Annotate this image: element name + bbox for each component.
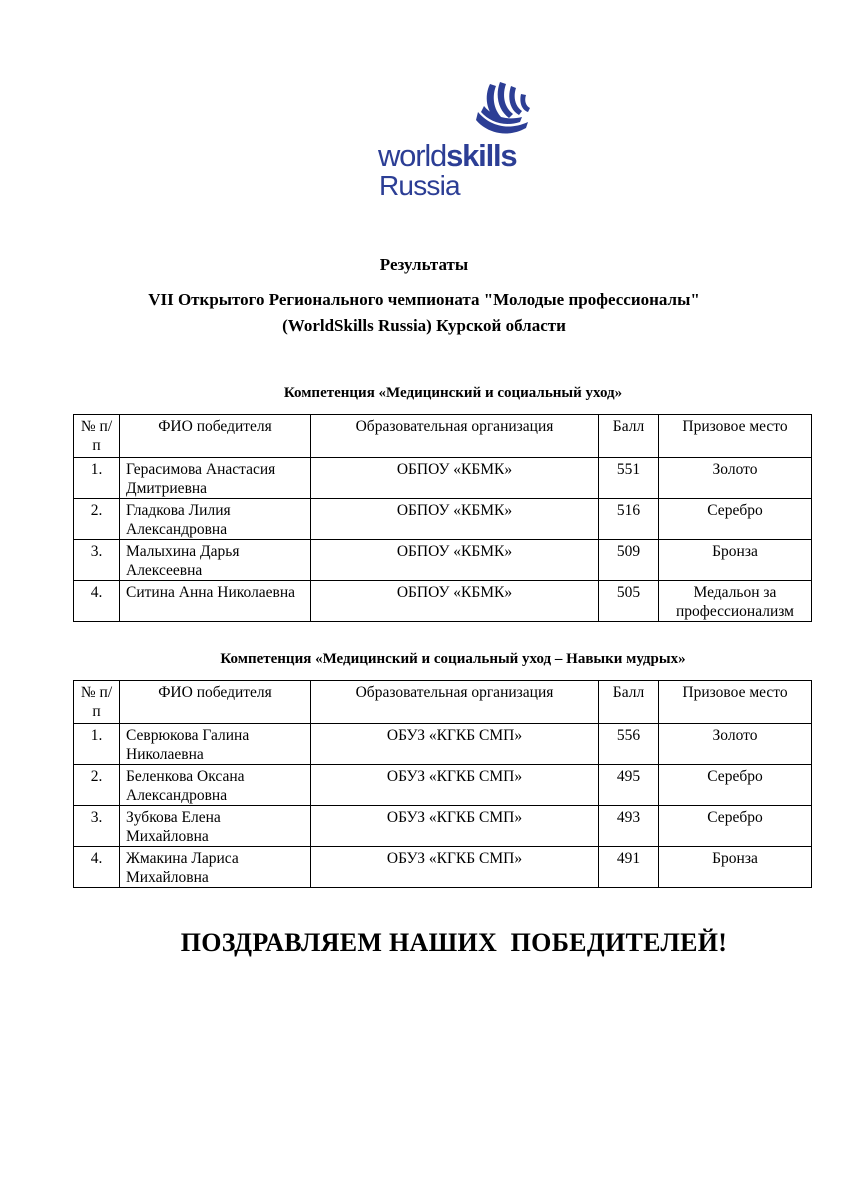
table-row bbox=[74, 847, 812, 888]
cell-num: 3. bbox=[74, 540, 120, 581]
worldskills-emblem-icon bbox=[476, 82, 534, 144]
cell-num: 4. bbox=[74, 847, 120, 888]
table-row bbox=[74, 724, 812, 765]
cell-num: 2. bbox=[74, 499, 120, 540]
header-name: ФИО победителя bbox=[120, 415, 311, 458]
cell-score: 556 bbox=[599, 724, 659, 765]
cell-num: 4. bbox=[74, 581, 120, 622]
table-row bbox=[74, 458, 812, 499]
page-subtitle-line2: (WorldSkills Russia) Курской области bbox=[282, 316, 566, 335]
cell-org: ОБПОУ «КБМК» bbox=[311, 458, 599, 499]
cell-num: 3. bbox=[74, 806, 120, 847]
cell-name: Ситина Анна Николаевна bbox=[120, 581, 311, 622]
cell-org: ОБУЗ «КГКБ СМП» bbox=[311, 765, 599, 806]
logo-wordmark-russia: Russia bbox=[379, 170, 460, 201]
logo-wordmark: worldskills bbox=[378, 138, 517, 173]
header-score: Балл bbox=[599, 681, 659, 724]
cell-place: Бронза bbox=[659, 540, 812, 581]
cell-name: Гладкова Лилия Александровна bbox=[120, 499, 311, 540]
cell-score: 505 bbox=[599, 581, 659, 622]
table-header-row bbox=[74, 681, 812, 724]
table-row bbox=[74, 581, 812, 622]
cell-org: ОБУЗ «КГКБ СМП» bbox=[311, 847, 599, 888]
header-org: Образовательная организация bbox=[311, 415, 599, 458]
cell-score: 495 bbox=[599, 765, 659, 806]
cell-score: 509 bbox=[599, 540, 659, 581]
cell-name: Зубкова Елена Михайловна bbox=[120, 806, 311, 847]
cell-score: 551 bbox=[599, 458, 659, 499]
competition-title-1: Компетенция «Медицинский и социальный уход» bbox=[283, 385, 623, 401]
cell-place: Золото bbox=[659, 458, 812, 499]
cell-place: Серебро bbox=[659, 499, 812, 540]
header-score: Балл bbox=[599, 415, 659, 458]
cell-name: Севрюкова Галина Николаевна bbox=[120, 724, 311, 765]
header-name: ФИО победителя bbox=[120, 681, 311, 724]
cell-place: Медальон за профессионализм bbox=[659, 581, 812, 622]
cell-score: 493 bbox=[599, 806, 659, 847]
cell-score: 491 bbox=[599, 847, 659, 888]
cell-name: Малыхина Дарья Алексеевна bbox=[120, 540, 311, 581]
cell-org: ОБУЗ «КГКБ СМП» bbox=[311, 724, 599, 765]
cell-place: Серебро bbox=[659, 765, 812, 806]
results-table-1 bbox=[73, 414, 812, 622]
header-place: Призовое место bbox=[659, 415, 812, 458]
cell-score: 516 bbox=[599, 499, 659, 540]
cell-org: ОБПОУ «КБМК» bbox=[311, 540, 599, 581]
table-row bbox=[74, 765, 812, 806]
header-place: Призовое место bbox=[659, 681, 812, 724]
cell-name: Жмакина Лариса Михайловна bbox=[120, 847, 311, 888]
cell-place: Серебро bbox=[659, 806, 812, 847]
cell-org: ОБПОУ «КБМК» bbox=[311, 581, 599, 622]
competition-title-2: Компетенция «Медицинский и социальный уход – Навыки мудрых» bbox=[220, 651, 686, 667]
cell-place: Золото bbox=[659, 724, 812, 765]
table-row bbox=[74, 499, 812, 540]
cell-org: ОБПОУ «КБМК» bbox=[311, 499, 599, 540]
congratulations-heading: ПОЗДРАВЛЯЕМ НАШИХ ПОБЕДИТЕЛЕЙ! bbox=[180, 928, 728, 957]
table-header-row bbox=[74, 415, 812, 458]
cell-num: 2. bbox=[74, 765, 120, 806]
page-title: Результаты bbox=[379, 255, 469, 274]
cell-org: ОБУЗ «КГКБ СМП» bbox=[311, 806, 599, 847]
header-num: № п/п bbox=[74, 681, 120, 724]
table-row bbox=[74, 540, 812, 581]
header-num: № п/п bbox=[74, 415, 120, 458]
page-subtitle-line1: VII Открытого Регионального чемпионата "Молодые профессионалы" bbox=[148, 290, 700, 309]
cell-place: Бронза bbox=[659, 847, 812, 888]
table-row bbox=[74, 806, 812, 847]
results-table-2 bbox=[73, 680, 812, 888]
cell-num: 1. bbox=[74, 724, 120, 765]
header-org: Образовательная организация bbox=[311, 681, 599, 724]
cell-num: 1. bbox=[74, 458, 120, 499]
cell-name: Герасимова Анастасия Дмитриевна bbox=[120, 458, 311, 499]
worldskills-russia-logo bbox=[378, 82, 538, 204]
cell-name: Беленкова Оксана Александровна bbox=[120, 765, 311, 806]
